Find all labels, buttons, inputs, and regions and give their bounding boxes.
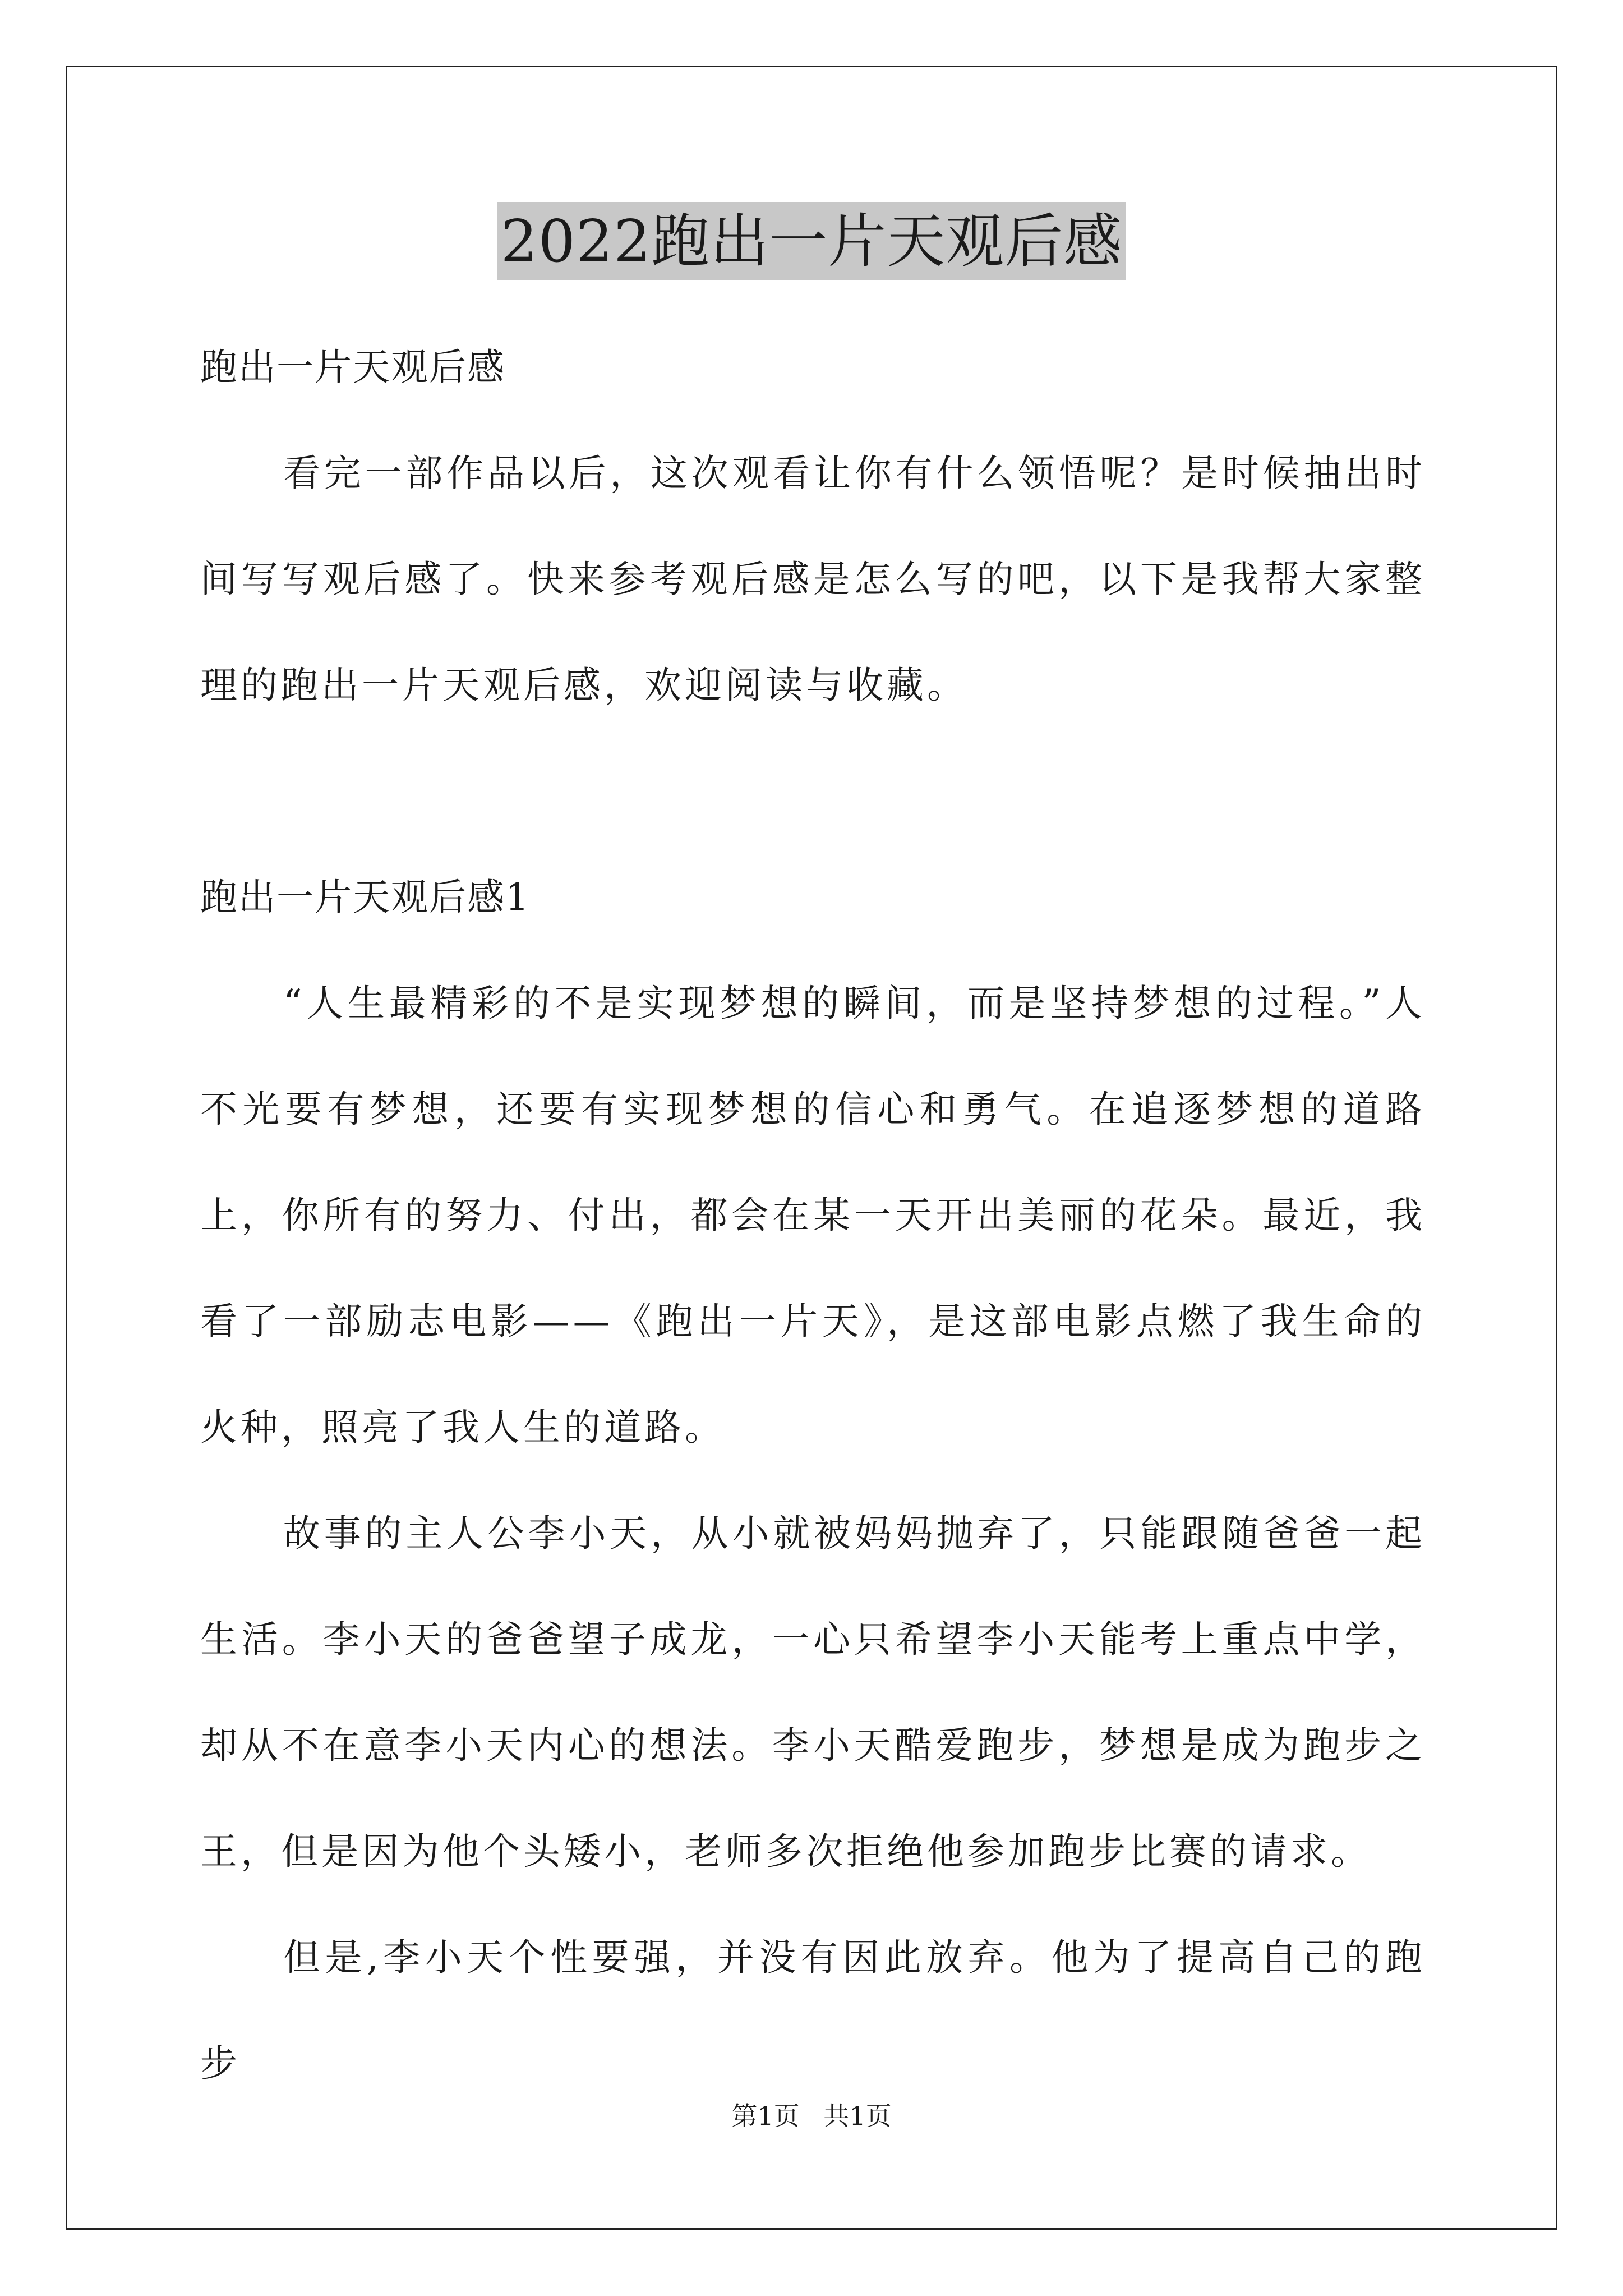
page-footer — [0, 2099, 1623, 2133]
document-title: 2022跑出一片天观后感 — [497, 202, 1126, 280]
document-body — [200, 314, 1426, 2116]
body-paragraph: 但是,李小天个性要强，并没有因此放弃。他为了提高自己的跑步 — [200, 1936, 1426, 2085]
page-total: 共1页 — [823, 2101, 892, 2131]
title-container — [0, 202, 1623, 280]
body-paragraph: “人生最精彩的不是实现梦想的瞬间，而是坚持梦想的过程。”人不光要有梦想，还要有实现梦想的信心和勇气。在追逐梦想的道路上，你所有的努力、付出，都会在某一天开出美丽的花朵。最近，我看了一部励志电影——《跑出一片天》，是这部电影点燃了我生命的火种，照亮了我人生的道路。 — [200, 982, 1426, 1449]
body-paragraph: 故事的主人公李小天，从小就被妈妈抛弃了，只能跟随爸爸一起生活。李小天的爸爸望子成龙，一心只希望李小天能考上重点中学，却从不在意李小天内心的想法。李小天酷爱跑步，梦想是成为跑步之王，但是因为他个头矮小，老师多次拒绝他参加跑步比赛的请求。 — [200, 1512, 1426, 1873]
document-subtitle: 跑出一片天观后感 — [200, 346, 505, 389]
section-gap — [200, 738, 1426, 844]
section-heading: 跑出一片天观后感1 — [200, 876, 530, 919]
intro-paragraph: 看完一部作品以后，这次观看让你有什么领悟呢？是时候抽出时间写写观后感了。快来参考观后感是怎么写的吧，以下是我帮大家整理的跑出一片天观后感，欢迎阅读与收藏。 — [200, 452, 1426, 707]
page-number: 第1页 — [731, 2101, 800, 2131]
